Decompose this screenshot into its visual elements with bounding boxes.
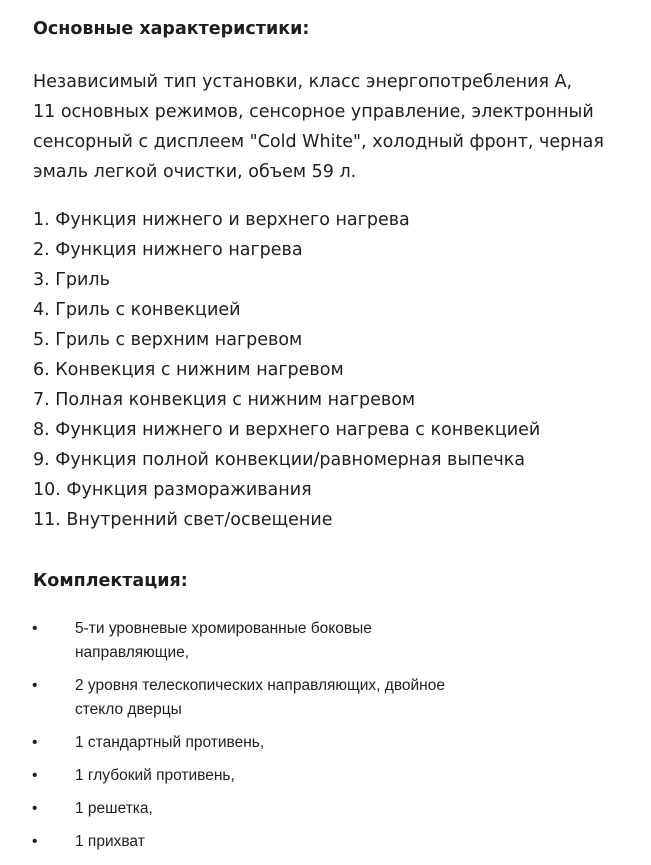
kit-item [33,731,593,755]
mode-item: 2. Функция нижнего нагрева [33,240,303,260]
mode-item: 6. Конвекция с нижним нагревом [33,360,344,380]
bullet-icon: • [32,620,38,637]
bullet-icon: • [32,677,38,694]
bullet-icon: • [32,833,38,850]
kit-item-text: 1 решетка, [75,800,153,817]
kit-item-text: 1 прихват [75,833,145,850]
mode-item: 5. Гриль с верхним нагревом [33,330,303,350]
description-paragraph [33,67,633,187]
kit-item-text: 5-ти уровневые хромированные боковые [75,620,372,637]
mode-item: 10. Функция размораживания [33,480,312,500]
kit-item-text: направляющие, [75,644,190,661]
kit-item [33,797,593,821]
mode-item: 4. Гриль с конвекцией [33,300,241,320]
description-line: сенсорный с дисплеем "Cold White", холодный фронт, черная [33,132,604,152]
kit-item [33,617,593,665]
mode-item: 8. Функция нижнего и верхнего нагрева с конвекцией [33,420,541,440]
description-line: эмаль легкой очистки, объем 59 л. [33,162,357,182]
mode-item: 1. Функция нижнего и верхнего нагрева [33,210,410,230]
mode-item: 11. Внутренний свет/освещение [33,510,333,530]
description-line: Независимый тип установки, класс энергопотребления А, [33,72,573,92]
kit-item-text: стекло дверцы [75,701,182,718]
kit-item-text: 2 уровня телескопических направляющих, двойное [75,677,445,694]
kit-heading: Комплектация: [33,571,188,591]
kit-item [33,674,593,722]
modes-list [33,205,540,535]
mode-item: 9. Функция полной конвекции/равномерная выпечка [33,450,526,470]
mode-item: 7. Полная конвекция с нижним нагревом [33,390,416,410]
kit-item [33,764,593,788]
kit-item [33,830,593,854]
bullet-icon: • [32,767,38,784]
mode-item: 3. Гриль [33,270,110,290]
kit-item-text: 1 глубокий противень, [75,767,235,784]
bullet-icon: • [32,734,38,751]
bullet-icon: • [32,800,38,817]
kit-list [33,617,593,863]
description-line: 11 основных режимов, сенсорное управление, электронный [33,102,594,122]
kit-item-text: 1 стандартный противень, [75,734,265,751]
specs-heading: Основные характеристики: [33,19,310,39]
